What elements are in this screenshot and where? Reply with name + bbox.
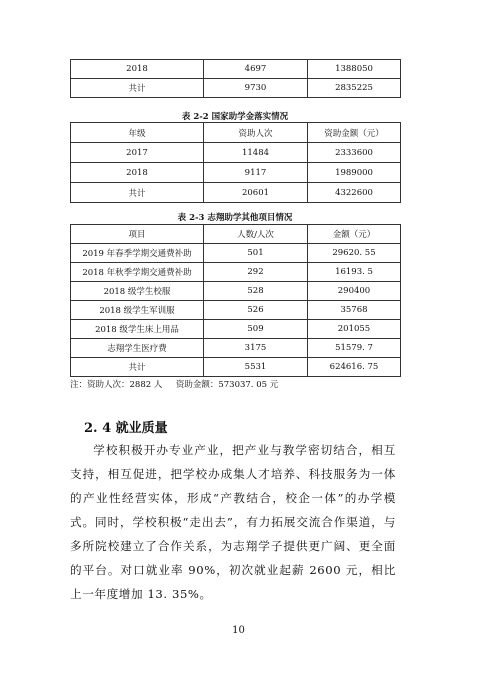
- table-cell: 51579. 7: [308, 339, 401, 358]
- table-2-2-caption: 表 2-2 国家助学金落实情况: [181, 112, 289, 122]
- table-cell: 2018: [71, 60, 204, 79]
- table-cell: 2018 级学生军训服: [71, 301, 204, 320]
- table-cell: 1388050: [308, 60, 401, 79]
- table-note: 注：资助人次：2882 人 资助金额：573037. 05 元: [70, 380, 279, 390]
- table-header-row: [71, 225, 401, 244]
- table-row: [71, 358, 401, 377]
- column-header: 金额（元）: [308, 225, 401, 244]
- table-row: [71, 60, 401, 79]
- table-cell: 20601: [204, 183, 308, 203]
- table-cell: 501: [204, 244, 308, 263]
- table-cell: 11484: [204, 143, 308, 163]
- column-header: 项目: [71, 225, 204, 244]
- table-cell: 4697: [204, 60, 308, 79]
- table-row: [71, 263, 401, 282]
- table-2-3: [70, 224, 401, 377]
- table-row: [71, 339, 401, 358]
- table-cell: 9117: [204, 163, 308, 183]
- table-cell: 2333600: [308, 143, 401, 163]
- column-header: 资助金额（元）: [308, 123, 401, 143]
- table-cell: 528: [204, 282, 308, 301]
- table-cell: 志翔学生医疗费: [71, 339, 204, 358]
- table-cell: 29620. 55: [308, 244, 401, 263]
- table-cell: 526: [204, 301, 308, 320]
- table-cell: 2018 年秋季学期交通费补助: [71, 263, 204, 282]
- table-cell: 5531: [204, 358, 308, 377]
- table-row: [71, 163, 401, 183]
- table-row: [71, 320, 401, 339]
- table-row: [71, 244, 401, 263]
- table-cell: 1989000: [308, 163, 401, 183]
- table-continued: [70, 59, 401, 98]
- section-body: [70, 438, 396, 606]
- table-cell: 9730: [204, 79, 308, 98]
- table-2-2: [70, 122, 401, 203]
- table-cell: 共计: [71, 183, 204, 203]
- table-cell: 4322600: [308, 183, 401, 203]
- table-2-3-caption: 表 2-3 志翔助学其他项目情况: [177, 213, 293, 223]
- column-header: 人数/人次: [204, 225, 308, 244]
- table-row: [71, 183, 401, 203]
- body-paragraph: 学校积极开办专业产业，把产业与教学密切结合，相互支持，相互促进，把学校办成集人才培养、科技服务为一体的产业性经营实体，形成“产教结合，校企一体”的办学模式。同时，学校积极“走出去”，有力拓展交流合作渠道，与多所院校建立了合作关系，为志翔学子提供更广阔、更全面的平台。对口就业率 90%，初次就业起薪 2600 元，相比上一年度增加 13. 35%。: [70, 443, 396, 601]
- table-cell: 16193. 5: [308, 263, 401, 282]
- table-header-row: [71, 123, 401, 143]
- table-cell: 2018 级学生校服: [71, 282, 204, 301]
- table-cell: 509: [204, 320, 308, 339]
- column-header: 年级: [71, 123, 204, 143]
- table-cell: 2018 级学生床上用品: [71, 320, 204, 339]
- column-header: 资助人次: [204, 123, 308, 143]
- section-heading: 2. 4 就业质量: [84, 421, 168, 436]
- table-cell: 3175: [204, 339, 308, 358]
- table-cell: 290400: [308, 282, 401, 301]
- table-cell: 2019 年春季学期交通费补助: [71, 244, 204, 263]
- table-cell: 2017: [71, 143, 204, 163]
- table-cell: 35768: [308, 301, 401, 320]
- table-row: [71, 282, 401, 301]
- table-row: [71, 79, 401, 98]
- table-cell: 624616. 75: [308, 358, 401, 377]
- table-row: [71, 301, 401, 320]
- table-cell: 共计: [71, 79, 204, 98]
- table-cell: 201055: [308, 320, 401, 339]
- table-cell: 共计: [71, 358, 204, 377]
- table-cell: 2018: [71, 163, 204, 183]
- page-number: 10: [232, 625, 245, 636]
- table-cell: 2835225: [308, 79, 401, 98]
- table-cell: 292: [204, 263, 308, 282]
- table-row: [71, 143, 401, 163]
